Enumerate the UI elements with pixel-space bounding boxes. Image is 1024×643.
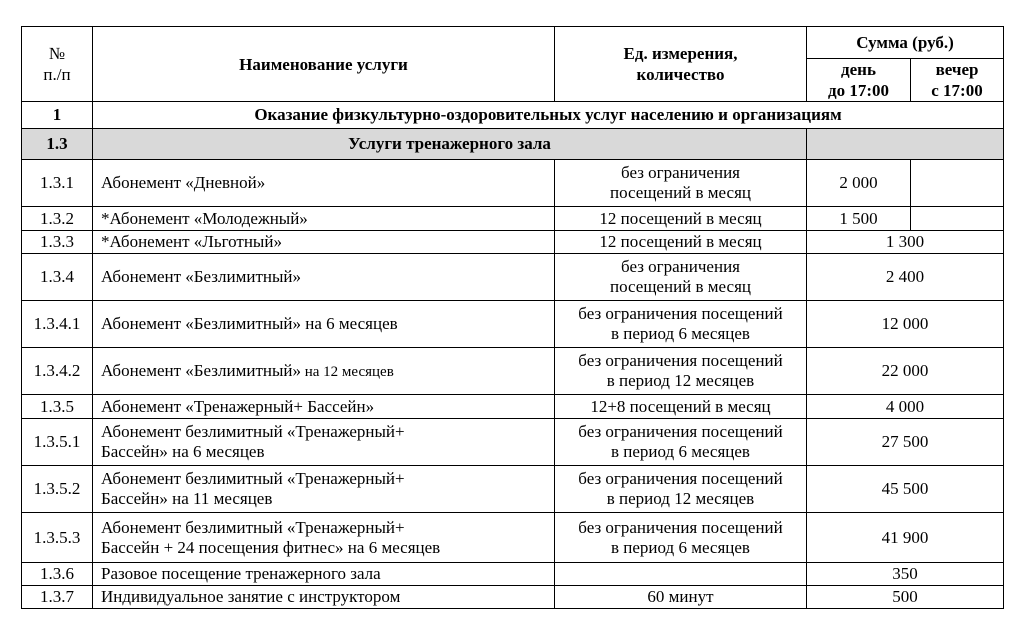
row-price: 27 500 [807, 419, 1004, 466]
row-price: 2 400 [807, 254, 1004, 301]
row-price: 500 [807, 586, 1004, 609]
row-price-day: 2 000 [807, 160, 911, 207]
table-row [22, 395, 1004, 419]
row-num: 1.3.4 [22, 254, 93, 301]
row-unit: без ограничения посещений в период 6 месяцев [555, 419, 807, 466]
row-num: 1.3.4.2 [22, 348, 93, 395]
row-price-evening [911, 207, 1004, 231]
row-price: 12 000 [807, 301, 1004, 348]
row-name: Индивидуальное занятие с инструктором [93, 586, 555, 609]
header-day: день до 17:00 [807, 59, 911, 102]
table-row [22, 348, 1004, 395]
row-price-evening [911, 160, 1004, 207]
row-unit: без ограничения посещений в период 6 месяцев [555, 513, 807, 563]
row-price: 350 [807, 563, 1004, 586]
header-unit: Ед. измерения, количество [555, 27, 807, 102]
row-name: Разовое посещение тренажерного зала [93, 563, 555, 586]
table-row [22, 231, 1004, 254]
row-price: 22 000 [807, 348, 1004, 395]
row-num: 1.3.5.3 [22, 513, 93, 563]
row-name: *Абонемент «Льготный» [93, 231, 555, 254]
row-name: *Абонемент «Молодежный» [93, 207, 555, 231]
header-sum: Сумма (руб.) [807, 27, 1004, 59]
row-num: 1.3.5.2 [22, 466, 93, 513]
row-num: 1.3.6 [22, 563, 93, 586]
section-num: 1 [22, 102, 93, 129]
row-name [93, 348, 555, 395]
row-unit: 12 посещений в месяц [555, 231, 807, 254]
table-row [22, 419, 1004, 466]
header-evening: вечер с 17:00 [911, 59, 1004, 102]
table-row [22, 513, 1004, 563]
section-title: Оказание физкультурно-оздоровительных услуг населению и организациям [93, 102, 1004, 129]
subsection-title: Услуги тренажерного зала [93, 129, 807, 160]
table-row [22, 254, 1004, 301]
subsection-num: 1.3 [22, 129, 93, 160]
header-num: № п./п [22, 27, 93, 102]
row-unit: без ограничения посещений в период 6 месяцев [555, 301, 807, 348]
row-name: Абонемент безлимитный «Тренажерный+ Бассейн + 24 посещения фитнес» на 6 месяцев [93, 513, 555, 563]
row-unit: без ограничения посещений в период 12 месяцев [555, 348, 807, 395]
row-num: 1.3.7 [22, 586, 93, 609]
row-price-day: 1 500 [807, 207, 911, 231]
row-name-main: Абонемент «Безлимитный» [101, 360, 301, 380]
row-price: 1 300 [807, 231, 1004, 254]
row-num: 1.3.5.1 [22, 419, 93, 466]
subsection-empty [807, 129, 1004, 160]
row-name: Абонемент безлимитный «Тренажерный+ Бассейн» на 6 месяцев [93, 419, 555, 466]
row-num: 1.3.3 [22, 231, 93, 254]
row-name: Абонемент «Тренажерный+ Бассейн» [93, 395, 555, 419]
row-price: 41 900 [807, 513, 1004, 563]
row-num: 1.3.5 [22, 395, 93, 419]
row-unit: 12 посещений в месяц [555, 207, 807, 231]
row-unit: без ограничения посещений в период 12 месяцев [555, 466, 807, 513]
row-price: 45 500 [807, 466, 1004, 513]
table-row [22, 301, 1004, 348]
row-unit [555, 563, 807, 586]
table-row [22, 466, 1004, 513]
row-num: 1.3.4.1 [22, 301, 93, 348]
row-name: Абонемент «Безлимитный» [93, 254, 555, 301]
row-name: Абонемент «Безлимитный» на 6 месяцев [93, 301, 555, 348]
table-row [22, 563, 1004, 586]
row-unit: 12+8 посещений в месяц [555, 395, 807, 419]
row-price: 4 000 [807, 395, 1004, 419]
table-row [22, 586, 1004, 609]
row-unit: 60 минут [555, 586, 807, 609]
row-name: Абонемент безлимитный «Тренажерный+ Бассейн» на 11 месяцев [93, 466, 555, 513]
table-row [22, 160, 1004, 207]
price-table [21, 26, 1004, 609]
row-name: Абонемент «Дневной» [93, 160, 555, 207]
table-row [22, 207, 1004, 231]
row-num: 1.3.1 [22, 160, 93, 207]
row-unit: без ограничения посещений в месяц [555, 160, 807, 207]
row-name-period: на 12 месяцев [301, 363, 394, 380]
row-unit: без ограничения посещений в месяц [555, 254, 807, 301]
row-num: 1.3.2 [22, 207, 93, 231]
header-name: Наименование услуги [93, 27, 555, 102]
